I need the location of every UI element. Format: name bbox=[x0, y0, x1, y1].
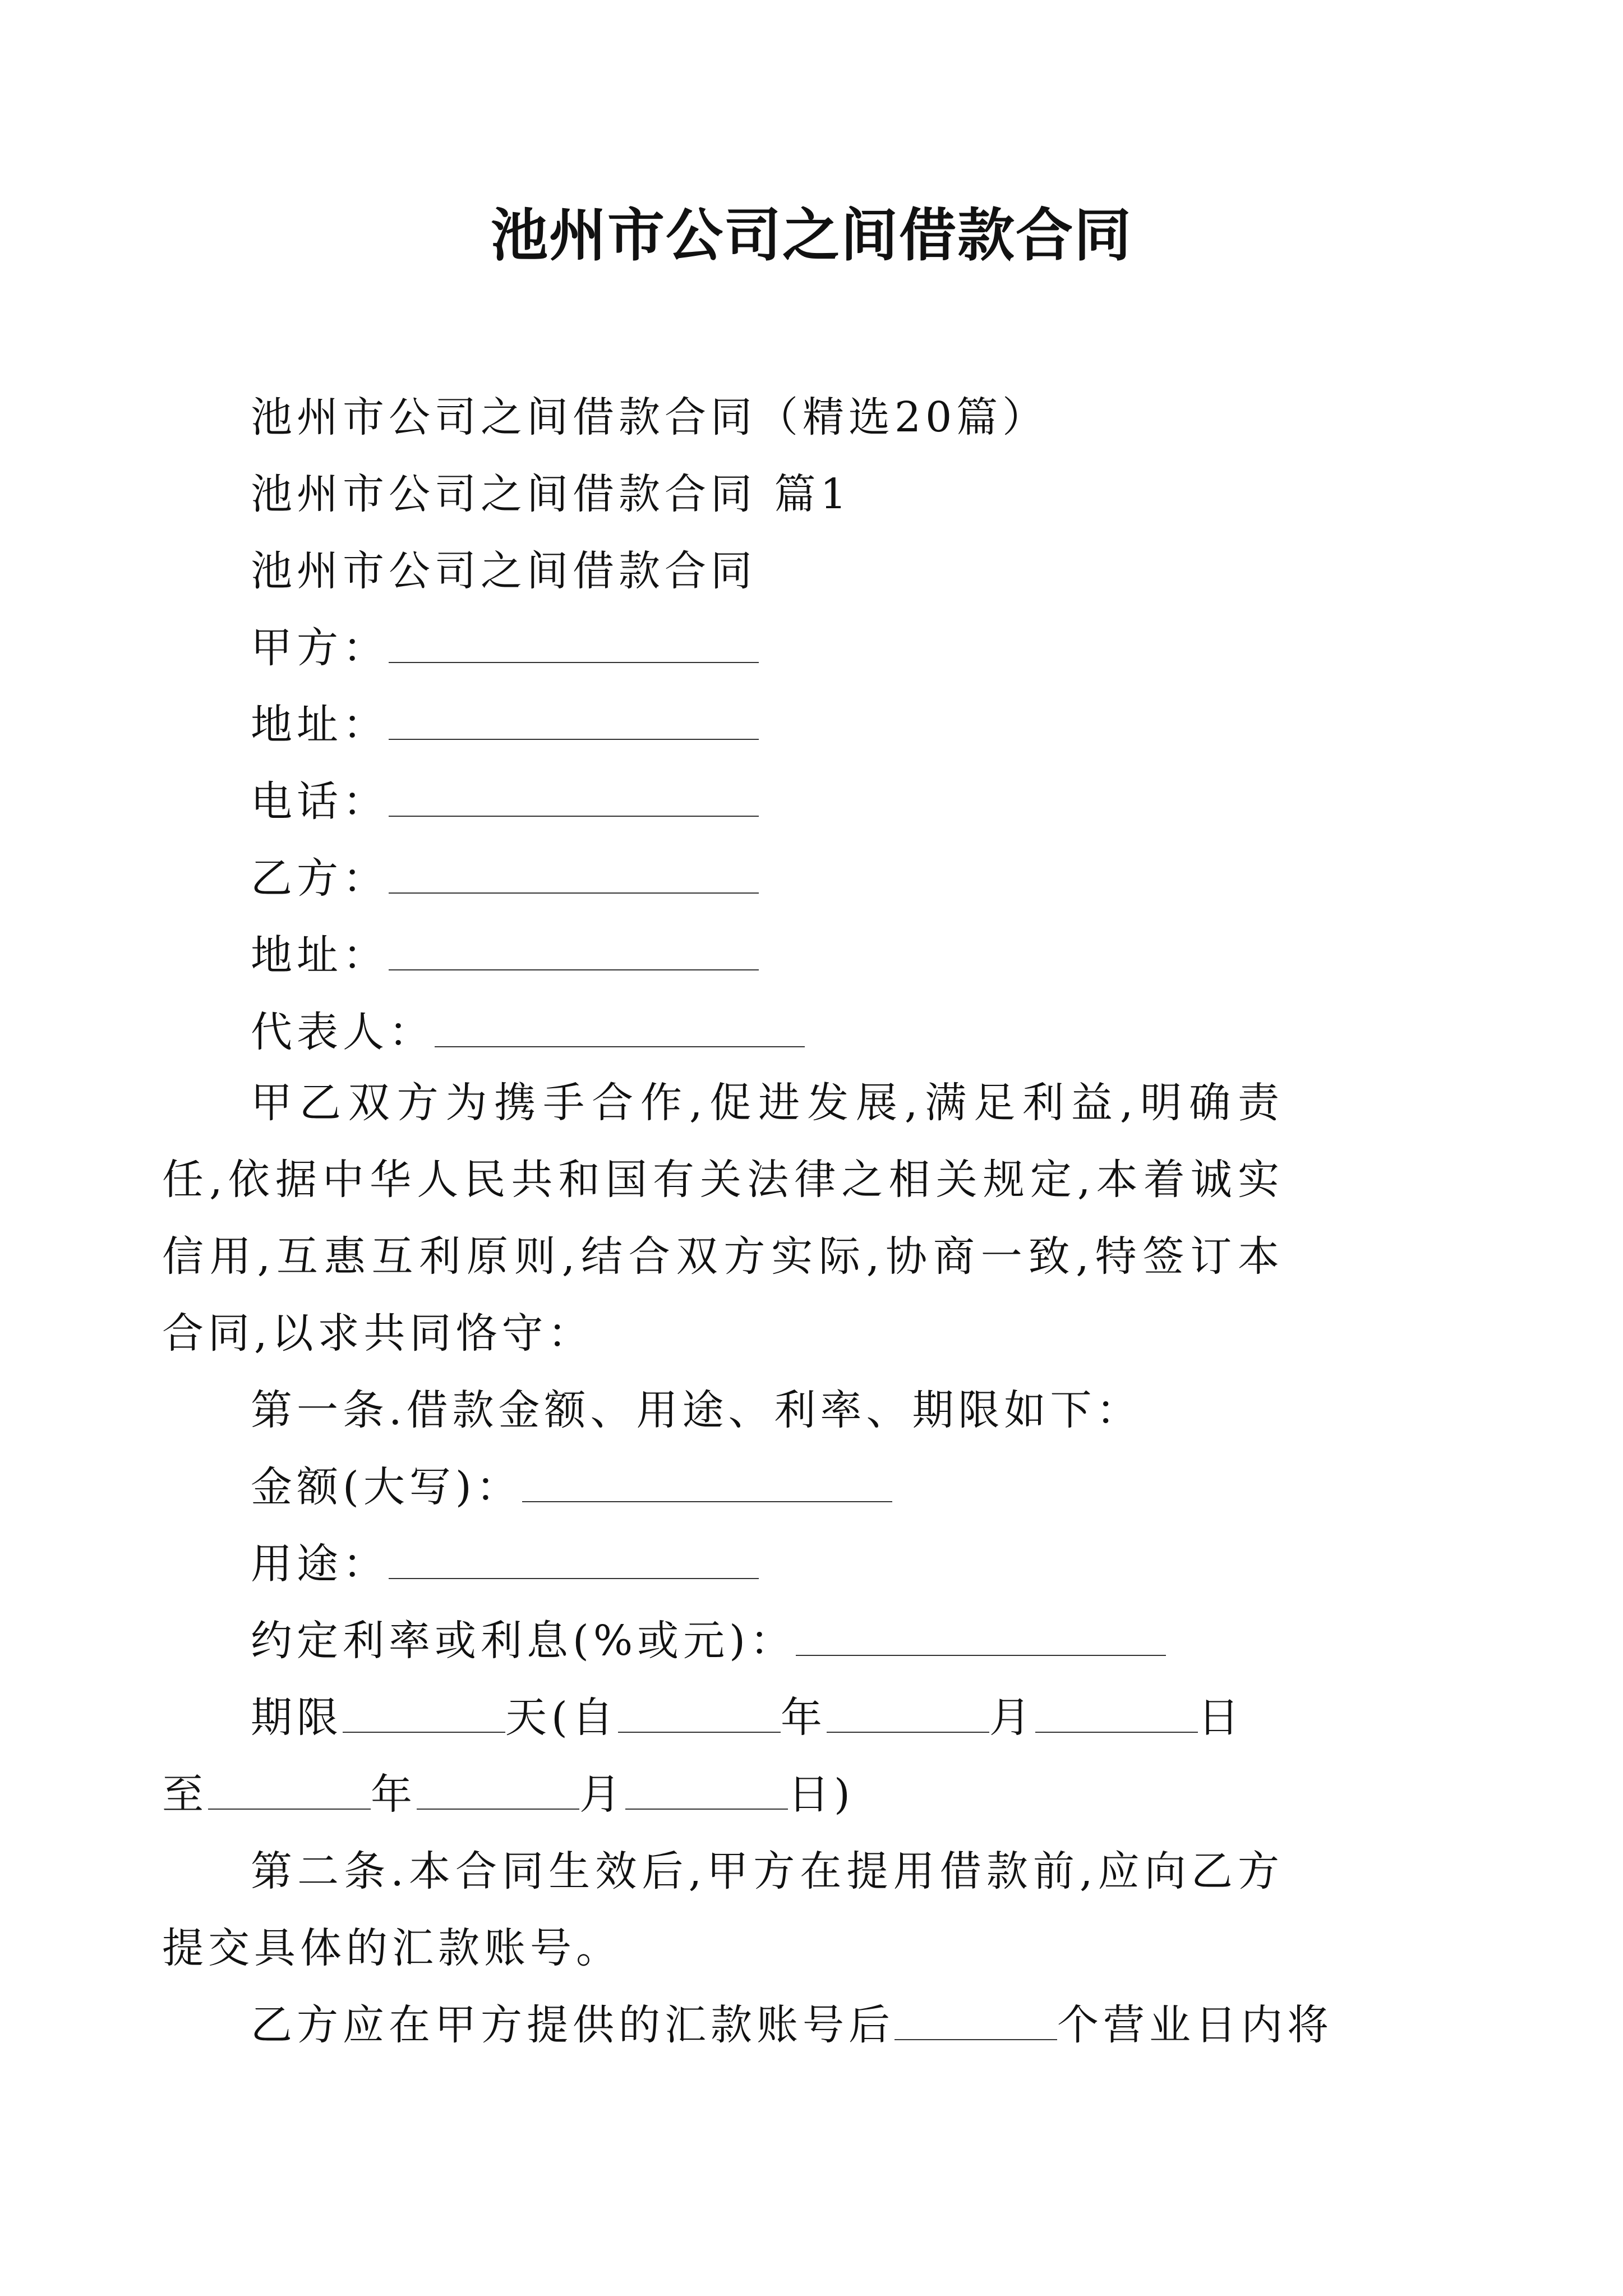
phone-row bbox=[251, 763, 1372, 840]
article-2: 第二条.本合同生效后,甲方在提用借款前,应向乙方提交具体的汇款账号。 bbox=[162, 1847, 1284, 1972]
end-year-label: 年 bbox=[371, 1770, 417, 1819]
end-month-label: 月 bbox=[579, 1770, 625, 1819]
term-period-label: 期限 bbox=[251, 1694, 343, 1742]
phone-label: 电话： bbox=[251, 777, 389, 826]
representative-blank[interactable] bbox=[435, 1010, 805, 1047]
term-to-label: 至 bbox=[162, 1770, 208, 1819]
party-a-row bbox=[251, 610, 1372, 687]
purpose-blank[interactable] bbox=[389, 1542, 759, 1579]
purpose-label: 用途： bbox=[251, 1540, 389, 1588]
address-a-label: 地址： bbox=[251, 701, 389, 749]
start-month-blank[interactable] bbox=[827, 1696, 989, 1733]
end-year-blank[interactable] bbox=[208, 1773, 371, 1810]
start-year-label: 年 bbox=[780, 1694, 827, 1742]
article-2-cont-a: 乙方应在甲方提供的汇款账号后 bbox=[251, 2001, 895, 2049]
start-day-blank[interactable] bbox=[1035, 1696, 1198, 1733]
amount-blank[interactable] bbox=[522, 1465, 892, 1502]
party-b-row bbox=[251, 840, 1372, 917]
rate-row bbox=[251, 1603, 1372, 1680]
party-b-blank[interactable] bbox=[389, 857, 759, 894]
end-day-blank[interactable] bbox=[625, 1773, 788, 1810]
article-2-continuation bbox=[251, 1987, 1372, 2064]
purpose-row bbox=[251, 1526, 1372, 1603]
address-b-row bbox=[251, 917, 1372, 994]
document-title: 池州市公司之间借款合同 bbox=[491, 202, 1132, 269]
start-month-label: 月 bbox=[989, 1694, 1035, 1742]
term-days-blank[interactable] bbox=[343, 1696, 505, 1733]
representative-row bbox=[251, 994, 1372, 1071]
end-day-label: 日) bbox=[788, 1770, 855, 1819]
term-row-2 bbox=[162, 1756, 1372, 1833]
rate-label: 约定利率或利息(%或元)： bbox=[251, 1617, 796, 1665]
business-days-blank[interactable] bbox=[895, 2003, 1057, 2040]
article-1: 第一条.借款金额、用途、利率、期限如下： bbox=[251, 1386, 1142, 1434]
term-row-1 bbox=[251, 1680, 1372, 1756]
address-b-label: 地址： bbox=[251, 931, 389, 979]
representative-label: 代表人： bbox=[251, 1008, 435, 1056]
amount-label: 金额(大写)： bbox=[251, 1463, 522, 1511]
start-day-label: 日 bbox=[1197, 1694, 1244, 1742]
document-body bbox=[251, 379, 1372, 1071]
article-2-cont-b: 个营业日内将 bbox=[1057, 2001, 1333, 2049]
heading-selected: 池州市公司之间借款合同（精选20篇） bbox=[251, 393, 1049, 441]
address-a-blank[interactable] bbox=[389, 703, 759, 740]
rate-blank[interactable] bbox=[796, 1619, 1166, 1656]
start-year-blank[interactable] bbox=[618, 1696, 781, 1733]
address-a-row bbox=[251, 687, 1372, 763]
intro-paragraph: 甲乙双方为携手合作,促进发展,满足利益,明确责任,依据中华人民共和国有关法律之相关规定,本着诚实信用,互惠互利原则,结合双方实际,协商一致,特签订本合同,以求共同恪守： bbox=[162, 1079, 1284, 1358]
phone-blank[interactable] bbox=[389, 780, 759, 817]
contract-name: 池州市公司之间借款合同 bbox=[251, 547, 757, 595]
party-a-blank[interactable] bbox=[389, 626, 759, 663]
party-b-label: 乙方： bbox=[251, 854, 389, 903]
address-b-blank[interactable] bbox=[389, 933, 759, 970]
end-month-blank[interactable] bbox=[417, 1773, 579, 1810]
section-heading: 池州市公司之间借款合同 篇1 bbox=[251, 470, 851, 518]
party-a-label: 甲方： bbox=[251, 624, 389, 672]
document-body-continued bbox=[162, 1065, 1372, 2064]
term-from-label: 天(自 bbox=[505, 1694, 618, 1742]
amount-row bbox=[251, 1449, 1372, 1526]
